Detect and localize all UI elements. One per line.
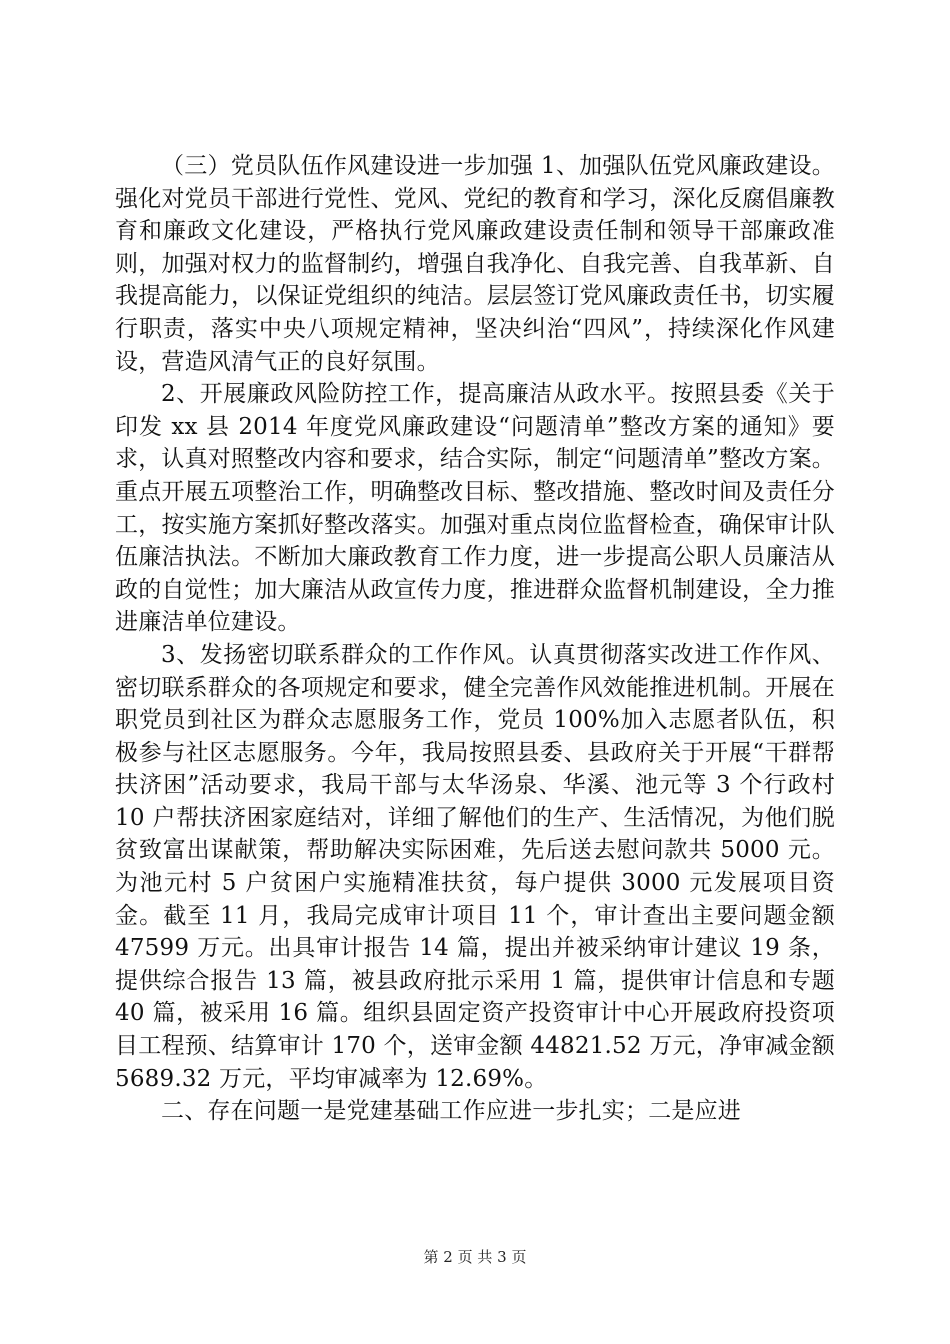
paragraph-risk-control: 2、开展廉政风险防控工作，提高廉洁从政水平。按照县委《关于印发 xx 县 2014 年度党风廉政建设“问题清单”整改方案的通知》要求，认真对照整改内容和要求，结合实际，制定“问题清单”整改方案。重点开展五项整治工作，明确整改目标、整改措施、整改时间及责任分工，按实施方案抓好整改落实。加强对重点岗位监督检查，确保审计队伍廉洁执法。不断加大廉政教育工作力度，进一步提高公职人员廉洁从政的自觉性；加大廉洁从政宣传力度，推进群众监督机制建设，全力推进廉洁单位建设。 xyxy=(115,381,835,636)
paragraph-problems: 二、存在问题一是党建基础工作应进一步扎实；二是应进 xyxy=(161,1098,741,1125)
page-footer: 第 2 页 共 3 页 xyxy=(423,1248,527,1266)
document-body xyxy=(115,150,835,1128)
paragraph-mass-contact: 3、发扬密切联系群众的工作作风。认真贯彻落实改进工作作风、密切联系群众的各项规定和要求，健全完善作风效能推进机制。开展在职党员到社区为群众志愿服务工作，党员 100%加入志愿者队伍，积极参与社区志愿服务。今年，我局按照县委、县政府关于开展“干群帮扶济困”活动要求，我局干部与太华汤泉、华溪、池元等 3 个行政村 10 户帮扶济困家庭结对，详细了解他们的生产、生活情况，为他们脱贫致富出谋献策，帮助解决实际困难，先后送去慰问款共 5000 元。为池元村 5 户贫困户实施精准扶贫，每户提供 3000 元发展项目资金。截至 11 月，我局完成审计项目 11 个，审计查出主要问题金额 47599 万元。出具审计报告 14 篇，提出并被采纳审计建议 19 条，提供综合报告 13 篇，被县政府批示采用 1 篇，提供审计信息和专题 40 篇，被采用 16 篇。组织县固定资产投资审计中心开展政府投资项目工程预、结算审计 170 个，送审金额 44821.52 万元，净审减金额 5689.32 万元，平均审减率为 12.69%。 xyxy=(115,641,835,1092)
paragraph-party-style: （三）党员队伍作风建设进一步加强 1、加强队伍党风廉政建设。强化对党员干部进行党性、党风、党纪的教育和学习，深化反腐倡廉教育和廉政文化建设，严格执行党风廉政建设责任制和领导干部廉政准则，加强对权力的监督制约，增强自我净化、自我完善、自我革新、自我提高能力，以保证党组织的纯洁。层层签订党风廉政责任书，切实履行职责，落实中央八项规定精神，坚决纠治“四风”，持续深化作风建设，营造风清气正的良好氛围。 xyxy=(115,153,835,375)
